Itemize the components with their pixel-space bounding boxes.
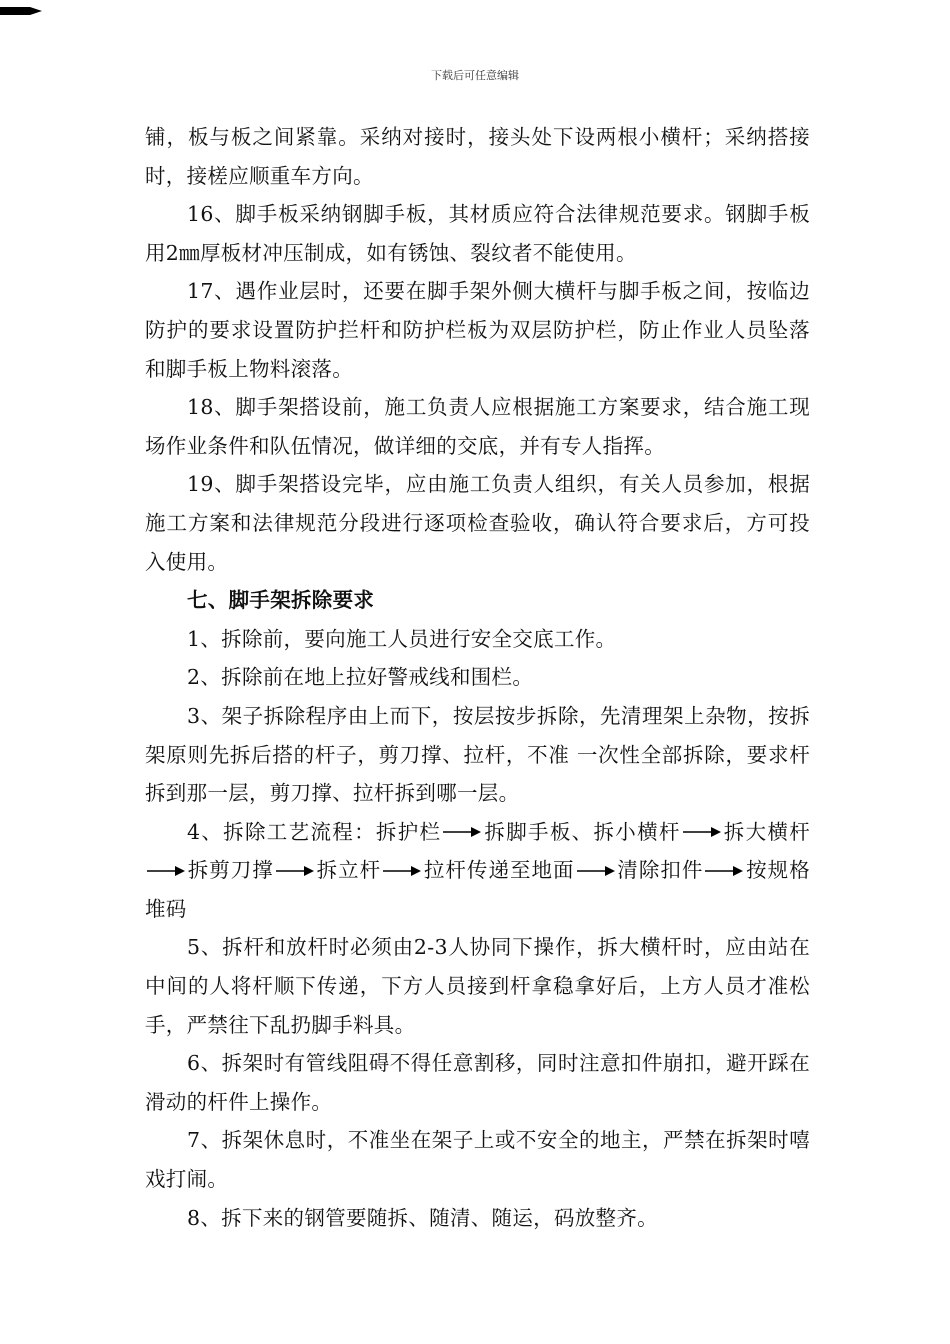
paragraph-dismantle-3: 3、架子拆除程序由上而下，按层按步拆除，先清理架上杂物，按拆架原则先拆后搭的杆子，剪刀撑、拉杆，不准 一次性全部拆除，要求杆拆到那一层，剪刀撑、拉杆拆到哪一层。 <box>145 703 810 806</box>
paragraph-dismantle-4-flow <box>145 813 810 929</box>
flow-step: 拆立杆 <box>315 858 382 883</box>
page-header: 下载后可任意编辑 <box>431 69 519 82</box>
flow-step: 拆大横杆 <box>722 819 811 844</box>
paragraph-dismantle-1: 1、拆除前，要向施工人员进行安全交底工作。 <box>187 626 617 651</box>
right-arrow-icon <box>683 826 721 838</box>
paragraph-17: 17、遇作业层时，还要在脚手架外侧大横杆与脚手板之间，按临边防护的要求设置防护拦杆和防护栏板为双层防护栏，防止作业人员坠落和脚手板上物料滚落。 <box>145 279 810 381</box>
paragraph-dismantle-2: 2、拆除前在地上拉好警戒线和围栏。 <box>187 665 534 690</box>
right-arrow-icon <box>276 865 314 877</box>
paragraph-16: 16、脚手板采纳钢脚手板，其材质应符合法律规范要求。钢脚手板用2㎜厚板材冲压制成，如有锈蚀、裂纹者不能使用。 <box>145 202 810 265</box>
paragraph-18: 18、脚手架搭设前，施工负责人应根据施工方案要求，结合施工现场作业条件和队伍情况，做详细的交底，并有专人指挥。 <box>145 395 810 458</box>
right-arrow-icon <box>147 865 185 877</box>
flow-step: 按规格堆码 <box>145 858 811 921</box>
right-arrow-icon <box>383 865 421 877</box>
flow-step: 拆护栏 <box>375 819 442 844</box>
paragraph-dismantle-8: 8、拆下来的钢管要随拆、随清、随运，码放整齐。 <box>187 1205 658 1230</box>
flow-step: 拉杆传递至地面 <box>423 858 575 883</box>
paragraph-dismantle-6: 6、拆架时有管线阻碍不得任意割移，同时注意扣件崩扣，避开踩在滑动的杆件上操作。 <box>145 1051 810 1114</box>
flow-step: 拆脚手板、拆小横杆 <box>483 819 681 844</box>
document-body <box>145 118 810 1237</box>
flow-step: 清除扣件 <box>616 858 704 883</box>
flow-lead: 4、拆除工艺流程： <box>187 819 376 844</box>
right-arrow-icon <box>577 865 615 877</box>
paragraph-dismantle-7: 7、拆架休息时，不准坐在架子上或不安全的地主，严禁在拆架时嘻戏打闹。 <box>145 1128 810 1192</box>
paragraph-19: 19、脚手架搭设完毕，应由施工负责人组织，有关人员参加，根据施工方案和法律规范分段进行逐项检查验收，确认符合要求后，方可投入使用。 <box>145 472 810 574</box>
right-arrow-icon <box>705 865 743 877</box>
right-arrow-icon <box>443 826 481 838</box>
flow-step: 拆剪刀撑 <box>187 858 274 883</box>
corner-arrow-icon <box>0 0 46 8</box>
section-heading-7: 七、脚手架拆除要求 <box>187 588 375 613</box>
paragraph-dismantle-5: 5、拆杆和放杆时必须由2-3人协同下操作，拆大横杆时，应由站在中间的人将杆顺下传递，下方人员接到杆拿稳拿好后，上方人员才准松手，严禁往下乱扔脚手料具。 <box>145 935 810 1037</box>
paragraph-continued: 铺，板与板之间紧靠。采纳对接时，接头处下设两根小横杆；采纳搭接时，接槎应顺重车方向。 <box>145 125 810 188</box>
